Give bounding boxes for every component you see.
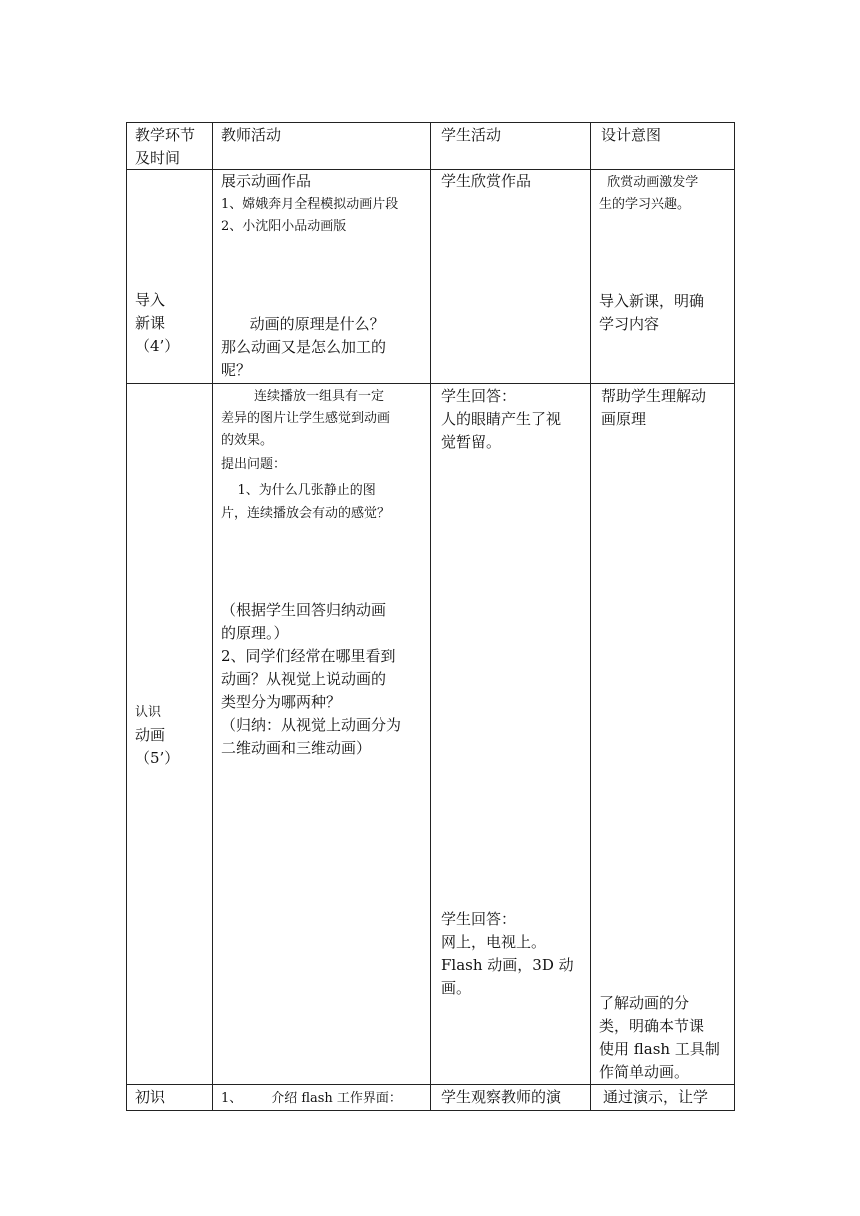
row2-design-second-2: 类，明确本节课: [599, 1017, 705, 1035]
row3-teacher: [213, 1085, 431, 1111]
row2-teacher-intro-4: 提出问题：: [221, 457, 287, 472]
header-teacher-label: 教师活动: [221, 126, 282, 144]
row1-teacher-item-2: 2、小沈阳小品动画版: [221, 219, 347, 234]
row2-stage-line-2: 动画: [135, 726, 166, 744]
row1-teacher-title: 展示动画作品: [221, 172, 312, 190]
table-row: [127, 170, 735, 384]
row2-teacher-intro-1: 连续播放一组具有一定: [221, 389, 385, 404]
row3-student: [431, 1085, 591, 1111]
header-design-label: 设计意图: [601, 126, 662, 144]
row2-teacher-followup-7: 二维动画和三维动画）: [221, 739, 372, 757]
row2-stage-line-1: 认识: [135, 705, 162, 720]
row2-design-second-3: 使用 flash 工具制: [599, 1040, 720, 1058]
row2-teacher-followup-3: 2、同学们经常在哪里看到: [221, 647, 396, 665]
header-student-label: 学生活动: [441, 126, 502, 144]
row1-student: [431, 170, 591, 384]
row2-student-first-3: 觉暂留。: [441, 433, 502, 451]
row3-student-line-1: 学生观察教师的演: [441, 1088, 562, 1106]
row2-stage: [127, 384, 213, 1085]
row3-teacher-line-1: 1、 介绍 flash 工作界面：: [221, 1091, 402, 1106]
row2-teacher-followup-4: 动画？从视觉上说动画的: [221, 670, 387, 688]
row2-stage-line-3: （5’）: [135, 749, 180, 767]
header-stage-line-2: 及时间: [135, 149, 181, 167]
row1-teacher-question-3: 呢？: [221, 361, 252, 379]
row1-student-line-1: 学生欣赏作品: [441, 172, 532, 190]
row1-design-second-1: 导入新课，明确: [599, 292, 705, 310]
row2-design-second-1: 了解动画的分: [599, 994, 690, 1012]
row2-teacher-intro-3: 的效果。: [221, 433, 274, 448]
row2-teacher: [213, 384, 431, 1085]
row1-stage-line-2: 新课: [135, 314, 166, 332]
row1-design-second-2: 学习内容: [599, 315, 660, 333]
row1-teacher-item-1: 1、嫦娥奔月全程模拟动画片段: [221, 197, 399, 212]
row2-teacher-intro-5: 1、为什么几张静止的图: [221, 483, 376, 498]
row2-teacher-followup-5: 类型分为哪两种？: [221, 693, 342, 711]
row1-teacher: [213, 170, 431, 384]
row1-teacher-question-2: 那么动画又是怎么加工的: [221, 338, 387, 356]
row1-design-first-2: 生的学习兴趣。: [599, 197, 691, 212]
row2-student-second-2: 网上，电视上。: [441, 933, 547, 951]
row2-student-first-1: 学生回答：: [441, 387, 517, 405]
row2-teacher-intro-6: 片，连续播放会有动的感觉？: [221, 506, 391, 521]
header-teacher: [213, 123, 431, 170]
row3-design: [591, 1085, 735, 1111]
row2-design-first-1: 帮助学生理解动: [601, 387, 707, 405]
row2-student-second-4: 画。: [441, 979, 472, 997]
header-student: [431, 123, 591, 170]
row2-student-first-2: 人的眼睛产生了视: [441, 410, 562, 428]
row3-stage-line-1: 初识: [135, 1088, 166, 1106]
row1-stage-line-1: 导入: [135, 291, 166, 309]
row1-stage-line-3: （4’）: [135, 337, 180, 355]
row2-design-second-4: 作简单动画。: [599, 1063, 690, 1081]
header-stage-time: [127, 123, 213, 170]
row2-student-second-1: 学生回答：: [441, 910, 517, 928]
row2-design: [591, 384, 735, 1085]
header-row: [127, 123, 735, 170]
row2-student-second-3: Flash 动画，3D 动: [441, 956, 574, 974]
row3-design-line-1: 通过演示，让学: [603, 1088, 709, 1106]
row2-design-first-2: 画原理: [601, 410, 647, 428]
row3-stage: [127, 1085, 213, 1111]
row1-stage: [127, 170, 213, 384]
row2-teacher-followup-6: （归纳：从视觉上动画分为: [221, 716, 402, 734]
row2-teacher-followup-2: 的原理。）: [221, 624, 289, 642]
lesson-plan-table: [126, 122, 735, 1111]
header-design: [591, 123, 735, 170]
row2-teacher-intro-2: 差异的图片让学生感觉到动画: [221, 411, 391, 426]
row1-design: [591, 170, 735, 384]
row2-teacher-followup-1: （根据学生回答归纳动画: [221, 601, 387, 619]
header-stage-line-1: 教学环节: [135, 126, 196, 144]
table-row: [127, 1085, 735, 1111]
table-row: [127, 384, 735, 1085]
row2-student: [431, 384, 591, 1085]
row1-design-first-1: 欣赏动画激发学: [599, 175, 699, 190]
row1-teacher-question-1: 动画的原理是什么？: [221, 315, 385, 333]
